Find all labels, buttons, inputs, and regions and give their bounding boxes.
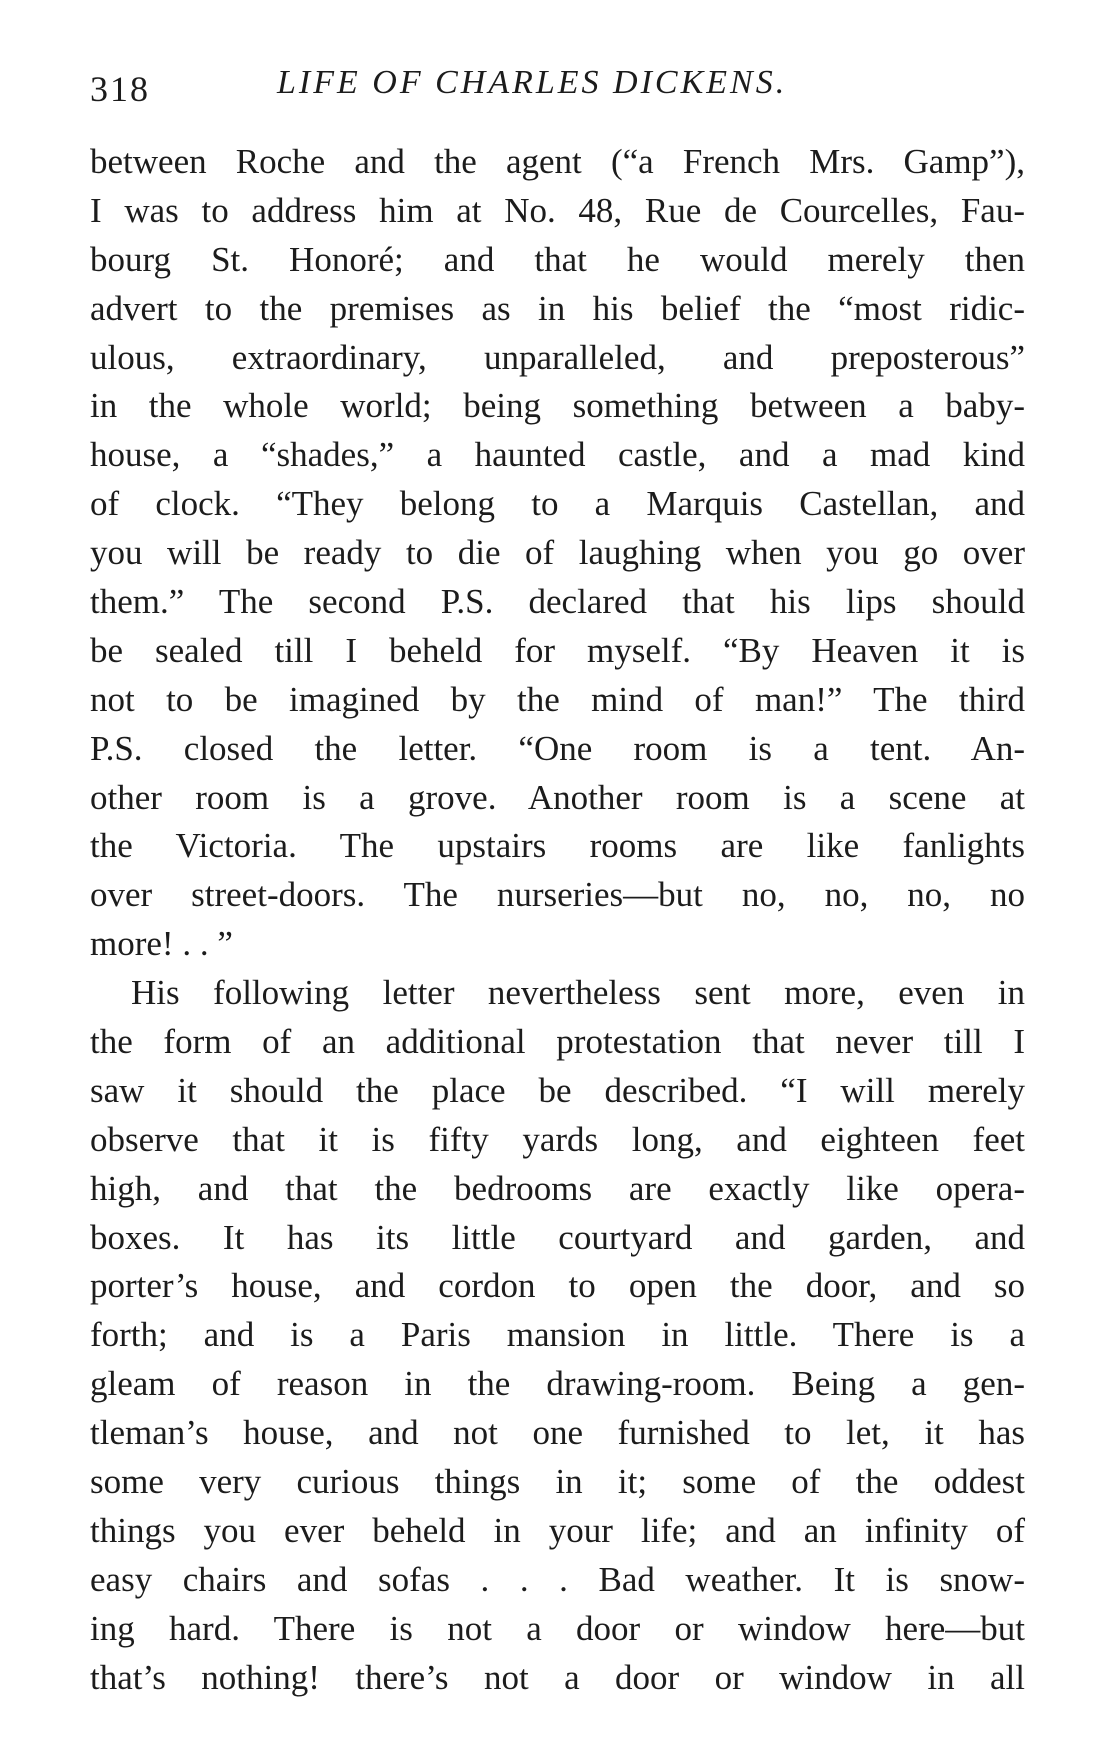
body-text [90,138,1025,1703]
text-line: other room is a grove. Another room is a scene at [90,777,1025,817]
text-line: them.” The second P.S. declared that his lips should [90,582,1025,622]
text-line: bourg St. Honoré; and that he would merely then [90,239,1025,279]
text-line: easy chairs and sofas . . . Bad weather. It is snow- [90,1559,1025,1599]
text-line: high, and that the bedrooms are exactly like opera- [90,1168,1025,1208]
text-line: between Roche and the agent (“a French Mrs. Gamp”), [90,142,1025,181]
text-line: ulous, extraordinary, unparalleled, and preposterous” [90,337,1025,377]
text-line: house, a “shades,” a haunted castle, and a mad kind [90,435,1025,475]
text-line: the Victoria. The upstairs rooms are like fanlights [90,826,1025,866]
page-number: 318 [90,69,150,109]
text-line: advert to the premises as in his belief the “most ridic- [90,288,1025,328]
text-line: forth; and is a Paris mansion in little. There is a [90,1315,1025,1355]
text-line: P.S. closed the letter. “One room is a tent. An- [90,728,1025,768]
text-line: over street-doors. The nurseries—but no, no, no, no [90,875,1025,915]
text-line: observe that it is fifty yards long, and eighteen feet [90,1119,1025,1159]
text-line: that’s nothing! there’s not a door or window in all [90,1657,1025,1697]
running-head [90,58,1030,118]
text-line: saw it should the place be described. “I will merely [90,1070,1025,1110]
text-line: the form of an additional protestation that never till I [90,1022,1025,1062]
running-title: LIFE OF CHARLES DICKENS. [277,64,788,101]
text-line: tleman’s house, and not one furnished to let, it has [90,1413,1025,1453]
text-line: porter’s house, and cordon to open the door, and so [90,1266,1025,1306]
text-line: His following letter nevertheless sent more, even in [131,973,1025,1013]
text-line: boxes. It has its little courtyard and garden, and [90,1217,1025,1257]
text-line: in the whole world; being something between a baby- [90,386,1025,426]
text-line: gleam of reason in the drawing-room. Being a gen- [90,1364,1025,1404]
text-line: things you ever beheld in your life; and an infinity of [90,1510,1025,1550]
text-line: some very curious things in it; some of the oddest [90,1462,1025,1502]
text-line: ing hard. There is not a door or window here—but [90,1608,1025,1648]
text-line: be sealed till I beheld for myself. “By Heaven it is [90,630,1025,670]
text-line: you will be ready to die of laughing when you go over [90,533,1025,573]
text-line: I was to address him at No. 48, Rue de Courcelles, Fau- [90,190,1025,230]
text-line: not to be imagined by the mind of man!” The third [90,679,1025,719]
text-line: of clock. “They belong to a Marquis Castellan, and [90,484,1025,524]
text-line: more! . . ” [90,924,233,964]
